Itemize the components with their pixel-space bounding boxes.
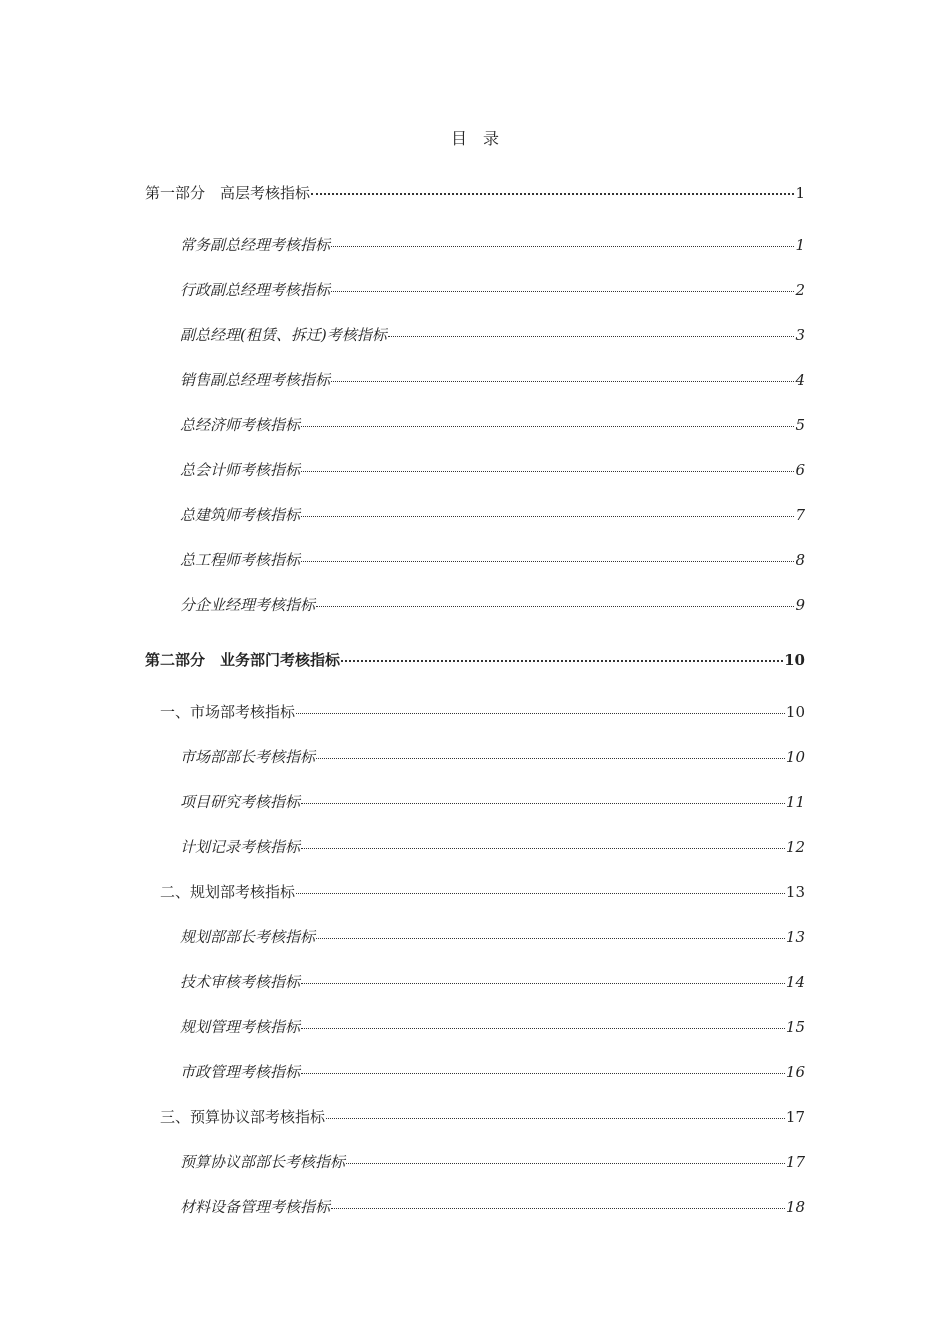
toc-entry[interactable] [180,594,805,615]
toc-entry-page: 17 [785,1153,805,1171]
toc-entry-page: 8 [795,551,805,569]
toc-entry-page: 16 [785,1063,805,1081]
toc-entry-part-2[interactable] [145,649,805,670]
toc-leader [311,192,794,195]
toc-entry-label: 总工程师考核指标 [180,551,301,569]
toc-entry[interactable] [180,746,805,767]
toc-entry-page: 12 [785,838,805,856]
toc-entry[interactable] [180,971,805,992]
toc-leader [301,1027,785,1029]
toc-entry-label: 副总经理(租赁、拆迁)考核指标 [180,326,387,344]
toc-entry[interactable] [180,1151,805,1172]
toc-entry-page: 17 [785,1108,805,1126]
toc-entry-label: 销售副总经理考核指标 [180,371,331,389]
toc-entry[interactable] [180,791,805,812]
toc-entry-label: 材料设备管理考核指标 [180,1198,331,1216]
toc-leader [301,470,794,472]
toc-entry-label: 预算协议部部长考核指标 [180,1153,346,1171]
toc-entry[interactable] [180,504,805,525]
toc-entry-label: 总经济师考核指标 [180,416,301,434]
toc-entry[interactable] [180,1196,805,1217]
toc-entry-label: 市场部部长考核指标 [180,748,316,766]
toc-leader [296,712,785,714]
toc-leader [331,245,794,247]
toc-entry-label: 规划管理考核指标 [180,1018,301,1036]
toc-entry-section[interactable] [160,701,805,722]
toc-entry-label: 三、预算协议部考核指标 [160,1108,326,1126]
toc-entry[interactable] [180,1016,805,1037]
toc-entry-label: 技术审核考核指标 [180,973,301,991]
toc-leader [301,515,794,517]
toc-leader [316,605,794,607]
toc-entry-label: 计划记录考核指标 [180,838,301,856]
toc-leader [301,425,794,427]
toc-entry-label: 第一部分 高层考核指标 [145,184,311,202]
toc-entry-page: 1 [795,236,805,254]
toc-entry-page: 10 [784,651,805,669]
toc-entry-label: 一、市场部考核指标 [160,703,296,721]
toc-entry-page: 3 [795,326,805,344]
toc-entry-page: 9 [795,596,805,614]
toc-entry-label: 第二部分 业务部门考核指标 [145,651,341,669]
toc-leader [331,380,794,382]
toc-leader [326,1117,785,1119]
toc-entry-page: 2 [795,281,805,299]
toc-entry-page: 14 [785,973,805,991]
toc-leader [331,1207,785,1209]
toc-entry-page: 13 [785,883,805,901]
toc-leader [296,892,785,894]
toc-leader [301,982,785,984]
toc-entry-page: 4 [795,371,805,389]
toc-entry-section[interactable] [160,881,805,902]
toc-entry-label: 分企业经理考核指标 [180,596,316,614]
toc-entry-page: 5 [795,416,805,434]
toc-entry-page: 7 [795,506,805,524]
toc-entry-label: 行政副总经理考核指标 [180,281,331,299]
toc-entry[interactable] [180,836,805,857]
toc-entry-page: 18 [785,1198,805,1216]
toc-entry[interactable] [180,459,805,480]
toc-entry-page: 6 [795,461,805,479]
toc-leader [301,802,785,804]
toc-title: 目 录 [450,129,499,148]
toc-entry-label: 总会计师考核指标 [180,461,301,479]
toc-entry-label: 常务副总经理考核指标 [180,236,331,254]
toc-entry[interactable] [180,1061,805,1082]
toc-entry-label: 项目研究考核指标 [180,793,301,811]
toc-entry-label: 规划部部长考核指标 [180,928,316,946]
toc-entry-label: 二、规划部考核指标 [160,883,296,901]
toc-entry-part-1[interactable] [145,182,805,203]
toc-entry[interactable] [180,324,805,345]
toc-entry-page: 10 [785,703,805,721]
toc-entry-page: 10 [785,748,805,766]
toc-entry-section[interactable] [160,1106,805,1127]
toc-leader [301,560,794,562]
toc-entry-page: 1 [795,184,805,202]
toc-leader [301,1072,785,1074]
toc-leader [316,757,785,759]
toc-entry[interactable] [180,279,805,300]
toc-entry-page: 15 [785,1018,805,1036]
toc-entry-page: 13 [785,928,805,946]
toc-leader [316,937,785,939]
toc-leader [346,1162,785,1164]
toc-entry[interactable] [180,414,805,435]
toc-leader [388,335,795,337]
toc-entry-page: 11 [785,793,805,811]
toc-entry[interactable] [180,549,805,570]
toc-entry[interactable] [180,234,805,255]
toc-entry-label: 市政管理考核指标 [180,1063,301,1081]
toc-leader [341,659,783,662]
toc-entry[interactable] [180,926,805,947]
toc-leader [331,290,794,292]
toc-leader [301,847,785,849]
toc-entry-label: 总建筑师考核指标 [180,506,301,524]
toc-entry[interactable] [180,369,805,390]
